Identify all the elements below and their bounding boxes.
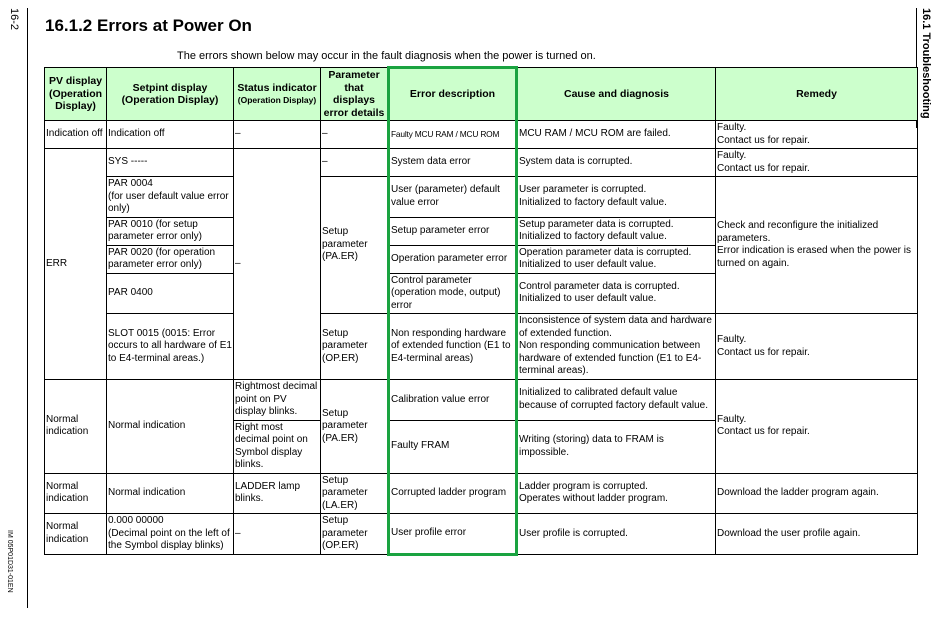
cell-cause: MCU RAM / MCU ROM are failed.: [517, 121, 716, 149]
cell-status: –: [234, 514, 321, 555]
header-pv-display: PV display (Operation Display): [45, 68, 107, 121]
cell-error: System data error: [389, 149, 517, 177]
cell-error: Control parameter (operation mode, output) error: [389, 273, 517, 314]
cell-setpoint: PAR 0004 (for user default value error only): [107, 177, 234, 218]
cell-remedy: Download the user profile again.: [716, 514, 918, 555]
intro-text: The errors shown below may occur in the fault diagnosis when the power is turned on.: [177, 50, 596, 62]
cell-remedy: Download the ladder program again.: [716, 473, 918, 514]
cell-setpoint: PAR 0400: [107, 273, 234, 314]
header-status-sub: (Operation Display): [237, 95, 317, 105]
header-status-indicator: [234, 68, 321, 121]
cell-error: Faulty FRAM: [389, 420, 517, 473]
cell-parameter: –: [321, 121, 389, 149]
table-row: [45, 314, 918, 380]
table-row: [45, 514, 918, 555]
cell-error: Calibration value error: [389, 380, 517, 421]
cell-remedy: Faulty. Contact us for repair.: [716, 121, 918, 149]
cell-setpoint: PAR 0020 (for operation parameter error only): [107, 245, 234, 273]
cell-remedy: Faulty. Contact us for repair.: [716, 380, 918, 474]
document-id: IM 05P01D31-01EN: [6, 530, 13, 593]
cell-cause: Ladder program is corrupted. Operates without ladder program.: [517, 473, 716, 514]
header-remedy: Remedy: [716, 68, 918, 121]
table-row: [45, 380, 918, 421]
cell-setpoint: SYS -----: [107, 149, 234, 177]
errors-table: [44, 66, 918, 556]
left-margin-rule: [27, 8, 28, 608]
cell-status: LADDER lamp blinks.: [234, 473, 321, 514]
cell-setpoint: SLOT 0015 (0015: Error occurs to all hardware of E1 to E4-terminal areas.): [107, 314, 234, 380]
header-error-description: Error description: [389, 68, 517, 121]
header-cause: Cause and diagnosis: [517, 68, 716, 121]
cell-status-err: –: [234, 149, 321, 380]
cell-cause: Setup parameter data is corrupted. Initialized to factory default value.: [517, 217, 716, 245]
cell-remedy-par: [716, 177, 918, 314]
cell-cause: Control parameter data is corrupted. Initialized to user default value.: [517, 273, 716, 314]
cell-cause: System data is corrupted.: [517, 149, 716, 177]
cell-cause: Inconsistence of system data and hardware of extended function. Non responding communication between hardware of extended function (E1 to E4-terminal areas).: [517, 314, 716, 380]
section-title: 16.1.2 Errors at Power On: [45, 16, 252, 35]
cell-parameter: Setup parameter (PA.ER): [321, 380, 389, 474]
cell-error: Setup parameter error: [389, 217, 517, 245]
header-setpoint-display: Setpint display (Operation Display): [107, 68, 234, 121]
table-row: [45, 473, 918, 514]
cell-setpoint: Normal indication: [107, 380, 234, 474]
table-header-row: [45, 68, 918, 121]
cell-error: Faulty MCU RAM / MCU ROM: [389, 121, 517, 149]
cell-cause: User parameter is corrupted. Initialized to factory default value.: [517, 177, 716, 218]
table-row: [45, 149, 918, 177]
table-row: [45, 177, 918, 218]
running-header: 16.1 Troubleshooting: [920, 8, 932, 119]
cell-status: Rightmost decimal point on PV display blinks.: [234, 380, 321, 421]
cell-setpoint: 0.000 00000 (Decimal point on the left of the Symbol display blinks): [107, 514, 234, 555]
cell-error: Corrupted ladder program: [389, 473, 517, 514]
cell-cause: Initialized to calibrated default value because of corrupted factory default value.: [517, 380, 716, 421]
cell-error: Non responding hardware of extended function (E1 to E4-terminal areas): [389, 314, 517, 380]
table-row: [45, 121, 918, 149]
cell-cause: Operation parameter data is corrupted. Initialized to user default value.: [517, 245, 716, 273]
cell-error: User profile error: [389, 514, 517, 555]
cell-parameter-pa-er: Setup parameter (PA.ER): [321, 177, 389, 314]
cell-pv: Normal indication: [45, 473, 107, 514]
cell-parameter: Setup parameter (LA.ER): [321, 473, 389, 514]
cell-setpoint: Normal indication: [107, 473, 234, 514]
cell-parameter: –: [321, 149, 389, 177]
cell-remedy: Faulty. Contact us for repair.: [716, 149, 918, 177]
cell-pv: Normal indication: [45, 380, 107, 474]
cell-setpoint: Indication off: [107, 121, 234, 149]
cell-pv: Indication off: [45, 121, 107, 149]
cell-pv-err: ERR: [45, 149, 107, 380]
cell-remedy: Faulty. Contact us for repair.: [716, 314, 918, 380]
cell-status: Right most decimal point on Symbol display blinks.: [234, 420, 321, 473]
header-status-main: Status indicator: [237, 81, 317, 94]
page-number: 16-2: [8, 8, 20, 31]
cell-error: User (parameter) default value error: [389, 177, 517, 218]
cell-cause: Writing (storing) data to FRAM is impossible.: [517, 420, 716, 473]
cell-status: –: [234, 121, 321, 149]
cell-parameter: Setup parameter (OP.ER): [321, 514, 389, 555]
cell-error: Operation parameter error: [389, 245, 517, 273]
cell-parameter: Setup parameter (OP.ER): [321, 314, 389, 380]
header-parameter: Parameter that displays error details: [321, 68, 389, 121]
cell-cause: User profile is corrupted.: [517, 514, 716, 555]
remedy-par-text: Check and reconfigure the initialized parameters. Error indication is erased when the power is turned on again.: [717, 220, 911, 269]
cell-pv: Normal indication: [45, 514, 107, 555]
cell-setpoint: PAR 0010 (for setup parameter error only): [107, 217, 234, 245]
